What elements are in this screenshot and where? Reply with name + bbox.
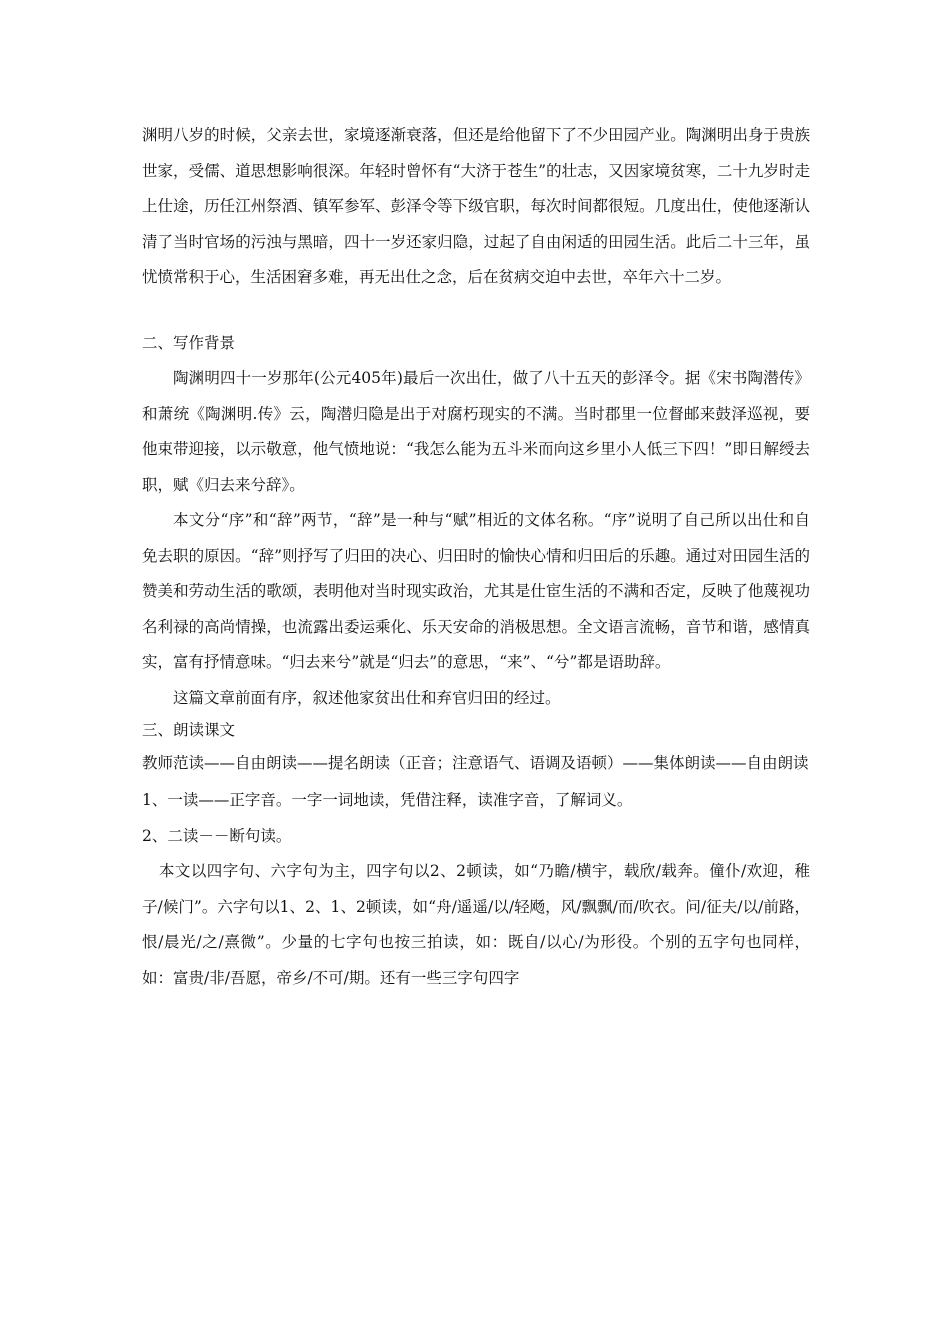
section-heading-reading: 三、朗读课文 (142, 721, 236, 739)
background-paragraph-3: 这篇文章前面有序，叙述他家贫出仕和弃官归田的经过。 (173, 688, 561, 707)
reading-step-2-detail: 本文以四字句、六字句为主，四字句以2、2顿读，如“乃瞻/横宇，载欣/载奔。僮仆/欢迎，稚子/候门”。六字句以1、2、1、2顿读，如“舟/遥遥/以/轻飏，风/飘飘/而/吹衣。问/征夫/以/前路，恨/晨光/之/熹微”。少量的七字句也按三拍读，如：既自/以心/为形役。个别的五字句也同样，如：富贵/非/吾愿，帝乡/不可/期。还有一些三字句四字 (142, 862, 810, 987)
section-gap (142, 296, 810, 326)
document-page (142, 118, 810, 996)
section-heading-background: 二、写作背景 (142, 333, 236, 352)
background-paragraph-1: 陶渊明四十一岁那年(公元405年)最后一次出仕，做了八十五天的彭泽令。据《宋书陶潜传》和萧统《陶渊明.传》云，陶潜归隐是出于对腐朽现实的不满。当时郡里一位督邮来鼓泽巡视，要他束带迎接，以示敬意，他气愤地说：“我怎么能为五斗米而向这乡里小人低三下四！”即日解绶去职，赋《归去来兮辞》。 (142, 369, 810, 494)
reading-flow-paragraph: 教师范读——自由朗读——提名朗读（正音；注意语气、语调及语顿）——集体朗读——自由朗读 (142, 754, 809, 772)
reading-step-2: 2、二读－－断句读。 (142, 826, 292, 845)
intro-paragraph: 渊明八岁的时候，父亲去世，家境逐渐衰落，但还是给他留下了不少田园产业。陶渊明出身于贵族世家，受儒、道思想影响很深。年轻时曾怀有“大济于苍生”的壮志，又因家境贫寒，二十九岁时走上仕途，历任江州祭酒、镇军参军、彭泽令等下级官职，每次时间都很短。几度出仕，使他逐渐认清了当时官场的污浊与黑暗，四十一岁还家归隐，过起了自由闲适的田园生活。此后二十三年，虽忧愤常积于心，生活困窘多难，再无出仕之念，后在贫病交迫中去世，卒年六十二岁。 (142, 126, 810, 286)
background-paragraph-2: 本文分“序”和“辞”两节，“辞”是一种与“赋”相近的文体名称。“序”说明了自己所以出仕和自免去职的原因。“辞”则抒写了归田的决心、归田时的愉快心情和归田后的乐趣。通过对田园生活的赞美和劳动生活的歌颂，表明他对当时现实政治，尤其是仕宦生活的不满和否定，反映了他蔑视功名利禄的高尚情操，也流露出委运乘化、乐天安命的消极思想。全文语言流畅，音节和谐，感情真实，富有抒情意味。“归去来兮”就是“归去”的意思，“来”、“兮”都是语助辞。 (142, 511, 810, 671)
reading-step-1: 1、一读——正字音。一字一词地读，凭借注释，读准字音，了解词义。 (142, 791, 633, 809)
